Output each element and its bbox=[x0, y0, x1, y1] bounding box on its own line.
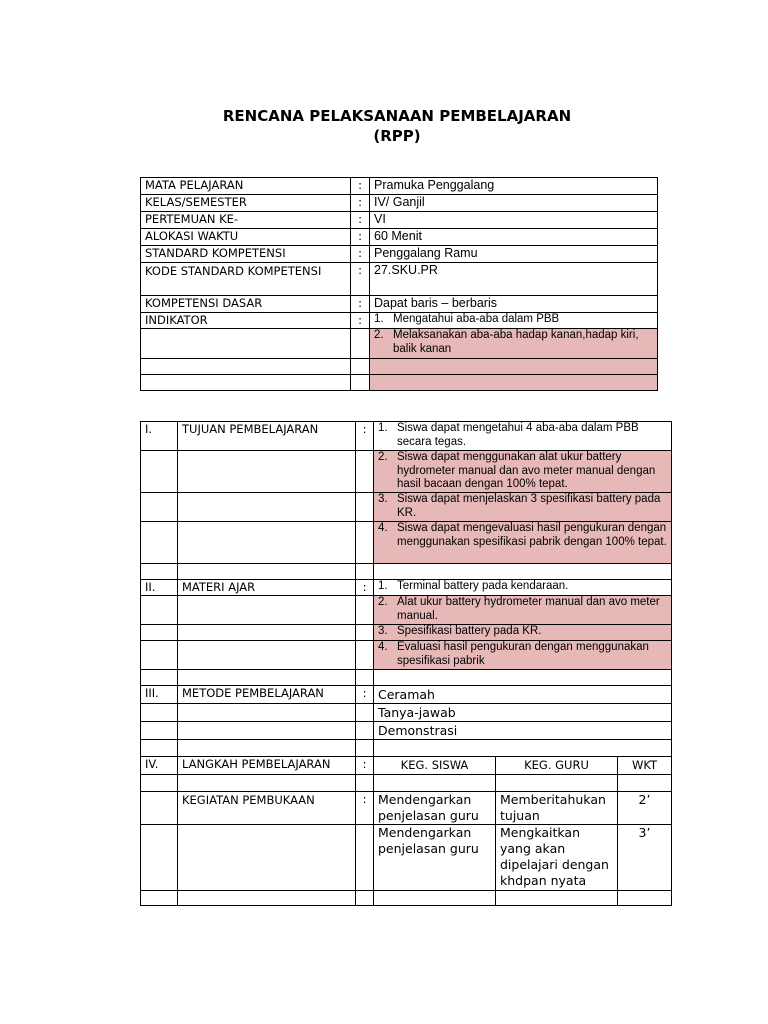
identity-row bbox=[141, 195, 658, 212]
column-header-siswa: KEG. SISWA bbox=[374, 757, 496, 775]
item-text: Evaluasi hasil pengukuran dengan menggunakan spesifikasi pabrik bbox=[397, 641, 649, 667]
section-label: LANGKAH PEMBELAJARAN bbox=[178, 757, 356, 775]
materi-item bbox=[374, 596, 672, 625]
empty-cell bbox=[141, 375, 351, 391]
identity-row bbox=[141, 263, 658, 296]
indikator-row bbox=[141, 329, 658, 359]
section-number: III. bbox=[141, 686, 178, 704]
empty-cell bbox=[141, 451, 178, 493]
empty-cell bbox=[356, 451, 374, 493]
empty-row bbox=[141, 740, 672, 757]
empty-cell bbox=[178, 493, 356, 522]
indikator-item bbox=[370, 329, 658, 359]
item-number: 2. bbox=[378, 451, 388, 463]
identity-label: KELAS/SEMESTER bbox=[141, 195, 351, 212]
item-text: Melaksanakan aba-aba hadap kanan,hadap kiri, balik kanan bbox=[393, 329, 639, 355]
langkah-row bbox=[141, 792, 672, 825]
tujuan-row bbox=[141, 493, 672, 522]
item-text: Terminal battery pada kendaraan. bbox=[397, 580, 569, 592]
kegiatan-guru: Mengkaitkan yang akan dipelajari dengan khdpan nyata bbox=[496, 825, 618, 891]
colon: : bbox=[356, 686, 374, 704]
empty-cell bbox=[141, 359, 351, 375]
section-label: METODE PEMBELAJARAN bbox=[178, 686, 356, 704]
identity-row bbox=[141, 296, 658, 313]
empty-row bbox=[141, 375, 658, 391]
item-number: 2. bbox=[378, 596, 388, 608]
identity-value: Dapat baris – berbaris bbox=[370, 296, 658, 313]
empty-cell bbox=[370, 359, 658, 375]
empty-cell bbox=[178, 451, 356, 493]
kegiatan-guru: Memberitahukan tujuan bbox=[496, 792, 618, 825]
section-number: I. bbox=[141, 422, 178, 451]
section-label: MATERI AJAR bbox=[178, 580, 356, 596]
item-number: 3. bbox=[378, 493, 388, 505]
item-number: 4. bbox=[378, 641, 388, 653]
indikator-row bbox=[141, 313, 658, 329]
tujuan-item bbox=[374, 522, 672, 564]
metode-row bbox=[141, 704, 672, 722]
item-number: 1. bbox=[378, 422, 388, 434]
metode-item: Tanya-jawab bbox=[374, 704, 672, 722]
empty-row bbox=[141, 359, 658, 375]
empty-cell bbox=[351, 375, 370, 391]
item-text: Siswa dapat mengevaluasi hasil pengukuran dengan menggunakan spesifikasi pabrik dengan 100% tepat. bbox=[397, 522, 667, 548]
empty-cell bbox=[141, 522, 178, 564]
materi-row bbox=[141, 625, 672, 641]
metode-item: Ceramah bbox=[374, 686, 672, 704]
column-header-guru: KEG. GURU bbox=[496, 757, 618, 775]
empty-cell bbox=[178, 522, 356, 564]
colon: : bbox=[356, 792, 374, 825]
item-number: 3. bbox=[378, 625, 388, 637]
document-title: RENCANA PELAKSANAAN PEMBELAJARAN bbox=[222, 107, 572, 125]
item-text: Siswa dapat menjelaskan 3 spesifikasi battery pada KR. bbox=[397, 493, 661, 519]
waktu: 3’ bbox=[618, 825, 672, 891]
identity-value: IV/ Ganjil bbox=[370, 195, 658, 212]
identity-label: ALOKASI WAKTU bbox=[141, 229, 351, 246]
colon: : bbox=[351, 296, 370, 313]
section-number: II. bbox=[141, 580, 178, 596]
langkah-header-row bbox=[141, 757, 672, 775]
identity-label: KOMPETENSI DASAR bbox=[141, 296, 351, 313]
identity-label: STANDARD KOMPETENSI bbox=[141, 246, 351, 263]
kegiatan-siswa: Mendengarkan penjelasan guru bbox=[374, 792, 496, 825]
identity-row bbox=[141, 229, 658, 246]
waktu: 2’ bbox=[618, 792, 672, 825]
empty-cell bbox=[141, 493, 178, 522]
identity-table bbox=[140, 177, 658, 391]
materi-row bbox=[141, 580, 672, 596]
item-text: Siswa dapat menggunakan alat ukur battery hydrometer manual dan avo meter manual dengan hasil bacaan dengan 100% tepat. bbox=[397, 451, 656, 490]
identity-row bbox=[141, 212, 658, 229]
empty-cell bbox=[141, 329, 351, 359]
empty-cell bbox=[356, 493, 374, 522]
item-text: Siswa dapat mengetahui 4 aba-aba dalam PBB secara tegas. bbox=[397, 422, 639, 448]
item-number: 4. bbox=[378, 522, 388, 534]
materi-item bbox=[374, 580, 672, 596]
kegiatan-siswa: Mendengarkan penjelasan guru bbox=[374, 825, 496, 891]
indikator-label: INDIKATOR bbox=[141, 313, 351, 329]
identity-row bbox=[141, 178, 658, 195]
materi-item bbox=[374, 641, 672, 670]
empty-cell bbox=[370, 375, 658, 391]
metode-row bbox=[141, 722, 672, 740]
identity-value: Pramuka Penggalang bbox=[370, 178, 658, 195]
materi-item bbox=[374, 625, 672, 641]
identity-value: VI bbox=[370, 212, 658, 229]
identity-value: Penggalang Ramu bbox=[370, 246, 658, 263]
empty-row bbox=[141, 564, 672, 580]
section-number: IV. bbox=[141, 757, 178, 775]
colon: : bbox=[351, 195, 370, 212]
identity-value: 60 Menit bbox=[370, 229, 658, 246]
item-number: 2. bbox=[374, 329, 384, 341]
colon: : bbox=[351, 246, 370, 263]
colon: : bbox=[356, 580, 374, 596]
langkah-row bbox=[141, 825, 672, 891]
empty-row bbox=[141, 670, 672, 686]
empty-cell bbox=[356, 522, 374, 564]
item-number: 1. bbox=[378, 580, 388, 592]
colon: : bbox=[351, 263, 370, 296]
indikator-item bbox=[370, 313, 658, 329]
metode-row bbox=[141, 686, 672, 704]
subsection-label: KEGIATAN PEMBUKAAN bbox=[178, 792, 356, 825]
tujuan-row bbox=[141, 522, 672, 564]
empty-row bbox=[141, 775, 672, 792]
colon: : bbox=[351, 178, 370, 195]
column-header-wkt: WKT bbox=[618, 757, 672, 775]
colon: : bbox=[351, 313, 370, 329]
document-subtitle: (RPP) bbox=[373, 127, 421, 145]
tujuan-item bbox=[374, 451, 672, 493]
item-text: Mengatahui aba-aba dalam PBB bbox=[393, 313, 560, 325]
plan-table bbox=[140, 421, 672, 906]
item-text: Spesifikasi battery pada KR. bbox=[397, 625, 542, 637]
colon: : bbox=[351, 229, 370, 246]
materi-row bbox=[141, 596, 672, 625]
colon: : bbox=[356, 422, 374, 451]
empty-cell bbox=[351, 329, 370, 359]
section-label: TUJUAN PEMBELAJARAN bbox=[178, 422, 356, 451]
tujuan-item bbox=[374, 493, 672, 522]
item-text: Alat ukur battery hydrometer manual dan avo meter manual. bbox=[397, 596, 660, 622]
identity-row bbox=[141, 246, 658, 263]
tujuan-row bbox=[141, 422, 672, 451]
empty-cell bbox=[351, 359, 370, 375]
colon: : bbox=[351, 212, 370, 229]
identity-label: MATA PELAJARAN bbox=[141, 178, 351, 195]
materi-row bbox=[141, 641, 672, 670]
tujuan-row bbox=[141, 451, 672, 493]
empty-cell bbox=[141, 792, 178, 825]
item-number: 1. bbox=[374, 313, 384, 325]
empty-row bbox=[141, 891, 672, 906]
identity-value: 27.SKU.PR bbox=[370, 263, 658, 296]
identity-label: KODE STANDARD KOMPETENSI bbox=[141, 263, 351, 296]
identity-label: PERTEMUAN KE- bbox=[141, 212, 351, 229]
metode-item: Demonstrasi bbox=[374, 722, 672, 740]
tujuan-item bbox=[374, 422, 672, 451]
colon: : bbox=[356, 757, 374, 775]
